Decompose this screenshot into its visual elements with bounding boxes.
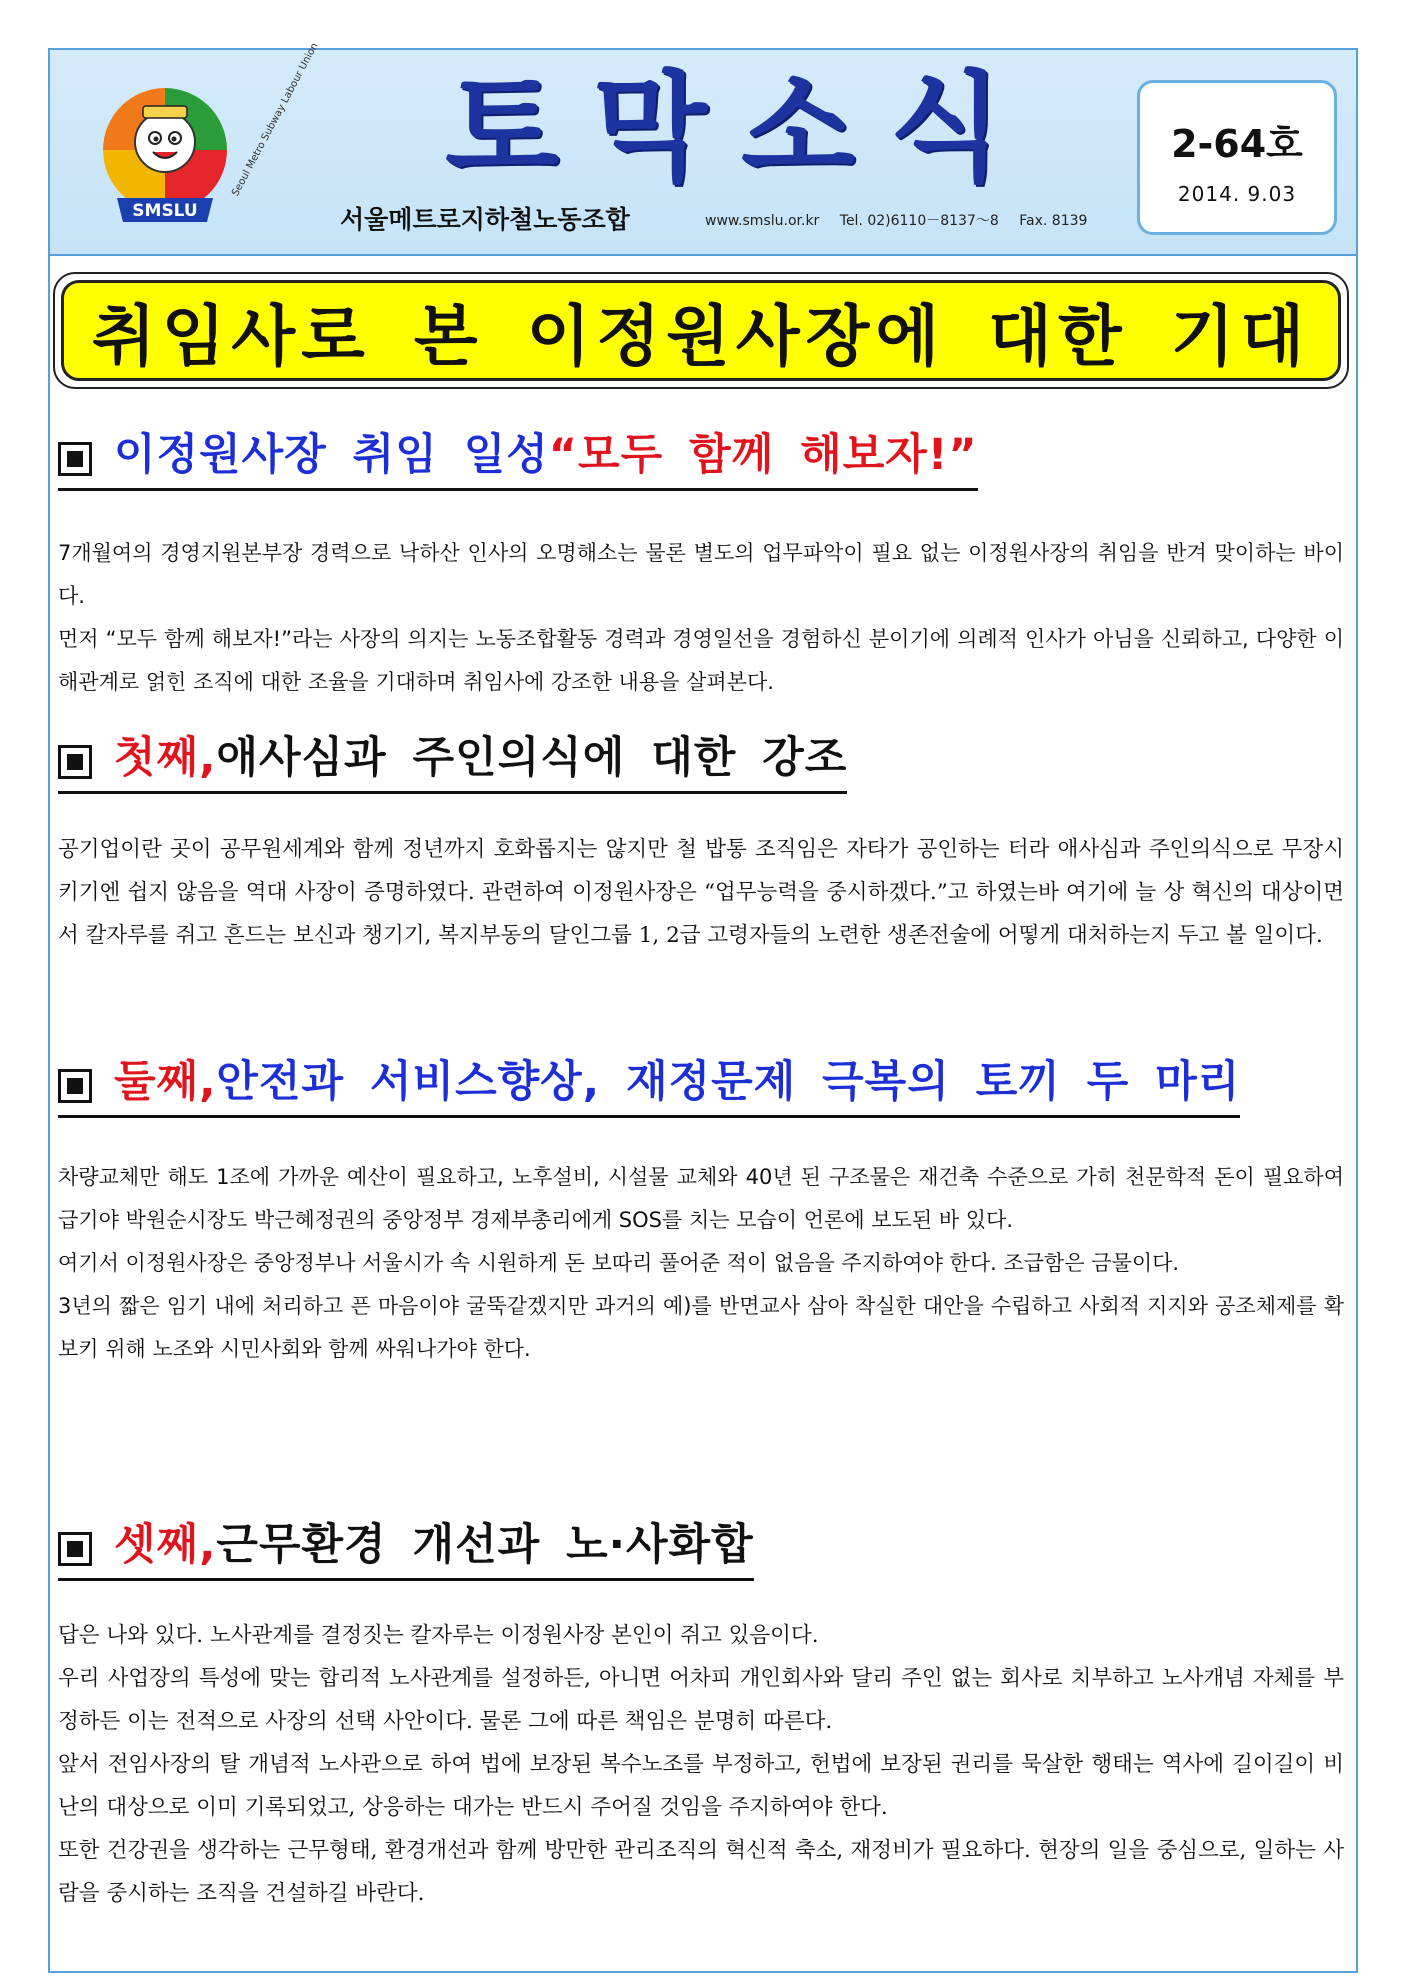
- paragraph: 앞서 전임사장의 탈 개념적 노사관으로 하여 법에 보장된 복수노조를 부정하고, 헌법에 보장된 권리를 묵살한 행태는 역사에 길이길이 비난의 대상으로 이미 기록되었고, 상응하는 대가는 반드시 주어질 것임을 주지하여야 한다.: [58, 1752, 1344, 1820]
- square-bullet-icon: [58, 1532, 92, 1566]
- section3-ordinal: 둘째,: [114, 1057, 217, 1107]
- website-link[interactable]: www.smslu.or.kr: [705, 213, 820, 229]
- paragraph: 3년의 짧은 임기 내에 처리하고 픈 마음이야 굴뚝같겠지만 과거의 예)를 반면교사 삼아 착실한 대안을 수립하고 사회적 지지와 공조체제를 확보키 위해 노조와 시민사회와 함께 싸워나가야 한다.: [58, 1294, 1344, 1361]
- headline-text: 취임사로 본 이정원사장에 대한 기대: [91, 298, 1311, 375]
- masthead: [50, 41, 1356, 256]
- section2-ordinal: 첫째,: [114, 733, 217, 783]
- issue-date: 2014. 9.03: [1177, 182, 1297, 206]
- paragraph: 7개월여의 경영지원본부장 경력으로 낙하산 인사의 오명해소는 물론 별도의 업무파악이 필요 없는 이정원사장의 취임을 반겨 맞이하는 바이다.: [58, 541, 1344, 608]
- paragraph: 공기업이란 곳이 공무원세계와 함께 정년까지 호화롭지는 않지만 철 밥통 조직임은 자타가 공인하는 터라 애사심과 주인의식으로 무장시키기엔 쉽지 않음을 역대 사장이 증명하였다. 관련하여 이정원사장은 “업무능력을 중시하겠다.”고 하였는바 여기에 늘 상 혁신의 대상이면서 칼자루를 쥐고 흔드는 보신과 챙기기, 복지부동의 달인그룹 1, 2급 고령자들의 노련한 생존전술에 어떻게 대처하는지 두고 볼 일이다.: [58, 837, 1344, 948]
- section4-heading: [58, 1515, 754, 1581]
- paragraph: 또한 건강권을 생각하는 근무형태, 환경개선과 함께 방만한 관리조직의 혁신적 축소, 재정비가 필요하다. 현장의 일을 중심으로, 일하는 사람을 중시하는 조직을 건설하길 바란다.: [58, 1838, 1344, 1906]
- section4-ordinal: 셋째,: [114, 1520, 217, 1570]
- section4-body: [58, 1614, 1344, 1915]
- newsletter-title: 토막소식: [445, 59, 1037, 197]
- fax-number: Fax. 8139: [1019, 213, 1088, 229]
- paragraph: 여기서 이정원사장은 중앙정부나 서울시가 속 시원하게 돈 보따리 풀어준 적이 없음을 주지하여야 한다. 조급함은 금물이다.: [58, 1251, 1180, 1275]
- square-bullet-icon: [58, 1069, 92, 1103]
- phone-number: Tel. 02)6110－8137～8: [839, 213, 999, 229]
- logo-arc-text: Seoul Metro Subway Labour Union: [230, 41, 321, 199]
- section2-title: 애사심과 주인의식에 대한 강조: [216, 733, 848, 783]
- headline-banner: [53, 272, 1349, 389]
- issue-box: [1137, 80, 1337, 235]
- section3-body: [58, 1156, 1344, 1371]
- section3-title: 안전과 서비스향상, 재정문제 극복의 토끼 두 마리: [216, 1057, 1241, 1107]
- paragraph: 차량교체만 해도 1조에 가까운 예산이 필요하고, 노후설비, 시설물 교체와 40년 된 구조물은 재건축 수준으로 가히 천문학적 돈이 필요하여 급기야 박원순시장도 박근혜정권의 중앙정부 경제부총리에게 SOS를 치는 모습이 언론에 보도된 바 있다.: [58, 1165, 1344, 1232]
- section2-heading: [58, 728, 847, 794]
- section2-body: [58, 828, 1344, 957]
- section4-title: 근무환경 개선과 노·사화합: [216, 1520, 754, 1570]
- union-logo: [95, 80, 235, 230]
- section1-body: [58, 532, 1344, 704]
- paragraph: 먼저 “모두 함께 해보자!”라는 사장의 의지는 노동조합활동 경력과 경영일선을 경험하신 분이기에 의례적 인사가 아님을 신뢰하고, 다양한 이해관계로 얽힌 조직에 대한 조율을 기대하며 취임사에 강조한 내용을 살펴본다.: [58, 627, 1344, 694]
- section1-title: 이정원사장 취임 일성: [114, 430, 549, 480]
- section1-heading: [58, 425, 978, 491]
- section1-quote: “모두 함께 해보자!”: [548, 430, 978, 480]
- contact-info: [705, 210, 1103, 230]
- logo-badge-text: SMSLU: [132, 201, 198, 221]
- paragraph: 우리 사업장의 특성에 맞는 합리적 노사관계를 설정하든, 아니면 어차피 개인회사와 달리 주인 없는 회사로 치부하고 노사개념 자체를 부정하든 이는 전적으로 사장의 선택 사안이다. 물론 그에 따른 책임은 분명히 따른다.: [58, 1666, 1344, 1734]
- section3-heading: [58, 1052, 1240, 1118]
- issue-number: 2-64호: [1171, 122, 1303, 166]
- paragraph: 답은 나와 있다. 노사관계를 결정짓는 칼자루는 이정원사장 본인이 쥐고 있음이다.: [58, 1623, 819, 1648]
- square-bullet-icon: [58, 442, 92, 476]
- union-name: 서울메트로지하철노동조합: [340, 205, 630, 234]
- square-bullet-icon: [58, 745, 92, 779]
